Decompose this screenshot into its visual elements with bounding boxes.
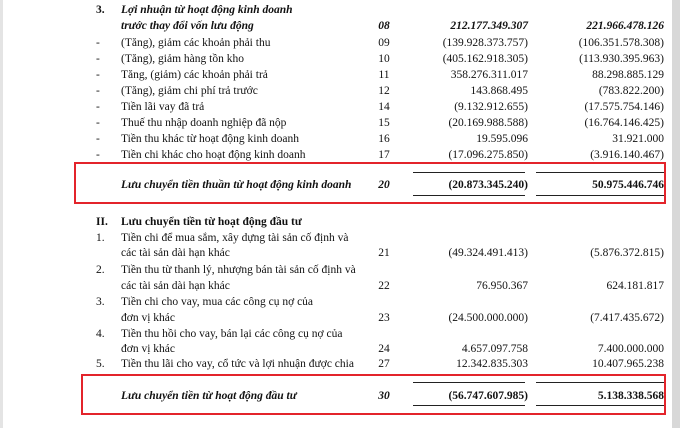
current-year-value: (24.500.000.000)	[448, 312, 528, 324]
code-cell: 08	[378, 20, 390, 32]
highlight-box-investing	[81, 374, 666, 415]
current-year-value: (49.324.491.413)	[448, 247, 528, 259]
prior-year-value: (5.876.372.815)	[590, 247, 664, 259]
code-cell: 20	[378, 179, 390, 191]
section-title-line2: trước thay đổi vốn lưu động	[121, 20, 254, 32]
table-row	[0, 100, 680, 114]
row-label-line1: Tiền chi để mua sắm, xây dựng tài sản cố định và	[121, 232, 349, 244]
table-row	[0, 132, 680, 146]
table-row	[0, 68, 680, 82]
table-row	[0, 263, 680, 277]
table-row	[0, 311, 680, 325]
current-year-value: (20.873.345.240)	[448, 179, 528, 191]
section-title: Lưu chuyển tiền từ hoạt động đầu tư	[121, 216, 302, 228]
code-cell: 23	[378, 312, 390, 324]
row-bullet: -	[96, 101, 100, 113]
row-bullet: -	[96, 37, 100, 49]
table-row	[0, 36, 680, 50]
prior-year-value: (17.575.754.146)	[584, 101, 664, 113]
table-row	[0, 342, 680, 356]
current-year-value: (17.096.275.850)	[448, 149, 528, 161]
row-bullet: -	[96, 149, 100, 161]
prior-year-value: 10.407.965.238	[592, 358, 664, 370]
table-row	[0, 84, 680, 98]
row-label: Tiền lãi vay đã trả	[121, 101, 205, 113]
table-row	[0, 148, 680, 162]
table-row	[0, 295, 680, 309]
table-row	[0, 52, 680, 66]
row-label: Tiền thu khác từ hoạt động kinh doanh	[121, 133, 299, 145]
current-year-value: (9.132.912.655)	[454, 101, 528, 113]
row-label-line2: đơn vị khác	[121, 343, 175, 355]
row-label-line1: Tiền chi cho vay, mua các công cụ nợ của	[121, 296, 314, 308]
code-cell: 21	[378, 247, 390, 259]
current-year-value: (56.747.607.985)	[448, 390, 528, 402]
section-3-subtotal-row	[0, 19, 680, 33]
current-year-value: 143.868.495	[470, 85, 528, 97]
prior-year-value: 7.400.000.000	[597, 343, 664, 355]
row-number: 4.	[96, 328, 105, 340]
table-row	[0, 246, 680, 260]
row-label-line2: đơn vị khác	[121, 312, 175, 324]
section-number: II.	[96, 216, 108, 228]
code-cell: 12	[378, 85, 390, 97]
row-label-line1: Tiền thu hồi cho vay, bán lại các công cụ nợ của	[121, 328, 343, 340]
current-year-value: 212.177.349.307	[450, 20, 528, 32]
row-bullet: -	[96, 69, 100, 81]
table-row	[0, 357, 680, 371]
section-ii-heading-row	[0, 215, 680, 229]
prior-year-value: 221.966.478.126	[586, 20, 664, 32]
row-number: 3.	[96, 296, 105, 308]
prior-year-value: (783.822.200)	[598, 85, 664, 97]
row-number: 5.	[96, 358, 105, 370]
code-cell: 30	[378, 390, 390, 402]
row-number: 1.	[96, 232, 105, 244]
prior-year-value: (3.916.140.467)	[590, 149, 664, 161]
current-year-value: (20.169.988.588)	[448, 117, 528, 129]
prior-year-value: (106.351.578.308)	[578, 37, 664, 49]
code-cell: 09	[378, 37, 390, 49]
highlight-box-operating	[74, 162, 666, 204]
current-year-value: 19.595.096	[476, 133, 528, 145]
code-cell: 15	[378, 117, 390, 129]
section-number: 3.	[96, 4, 105, 16]
prior-year-value: 31.921.000	[612, 133, 664, 145]
row-label: Tiền chi khác cho hoạt động kinh doanh	[121, 149, 306, 161]
current-year-value: 4.657.097.758	[461, 343, 528, 355]
table-row	[0, 327, 680, 341]
prior-year-value: 50.975.446.746	[592, 179, 664, 191]
current-year-value: (139.928.373.757)	[442, 37, 528, 49]
total-label: Lưu chuyển tiền từ hoạt động đầu tư	[121, 390, 297, 402]
prior-year-value: (16.764.146.425)	[584, 117, 664, 129]
row-label: Tăng, (giảm) các khoản phải trả	[121, 69, 268, 81]
code-cell: 22	[378, 280, 390, 292]
row-bullet: -	[96, 85, 100, 97]
row-bullet: -	[96, 53, 100, 65]
table-row	[0, 279, 680, 293]
row-label: (Tăng), giảm các khoản phải thu	[121, 37, 271, 49]
row-label: Thuế thu nhập doanh nghiệp đã nộp	[121, 117, 287, 129]
code-cell: 27	[378, 358, 390, 370]
row-label-line2: các tài sản dài hạn khác	[121, 280, 230, 292]
code-cell: 24	[378, 343, 390, 355]
prior-year-value: 5.138.338.568	[597, 390, 664, 402]
prior-year-value: (7.417.435.672)	[590, 312, 664, 324]
row-number: 2.	[96, 264, 105, 276]
prior-year-value: (113.930.395.963)	[579, 53, 664, 65]
code-cell: 14	[378, 101, 390, 113]
section-3-heading-row	[0, 3, 680, 17]
table-row	[0, 231, 680, 245]
code-cell: 10	[378, 53, 390, 65]
row-label-line2: các tài sản dài hạn khác	[121, 247, 230, 259]
current-year-value: 358.276.311.017	[450, 69, 528, 81]
current-year-value: 76.950.367	[476, 280, 528, 292]
code-cell: 11	[378, 69, 390, 81]
row-label: (Tăng), giảm chi phí trả trước	[121, 85, 258, 97]
code-cell: 16	[378, 133, 390, 145]
row-bullet: -	[96, 133, 100, 145]
row-bullet: -	[96, 117, 100, 129]
row-label-line1: Tiền thu từ thanh lý, nhượng bán tài sản cố định và	[121, 264, 356, 276]
code-cell: 17	[378, 149, 390, 161]
table-row	[0, 116, 680, 130]
row-label: Tiền thu lãi cho vay, cổ tức và lợi nhuận được chia	[121, 358, 354, 370]
current-year-value: 12.342.835.303	[456, 358, 528, 370]
prior-year-value: 88.298.885.129	[592, 69, 664, 81]
section-title-line1: Lợi nhuận từ hoạt động kinh doanh	[121, 4, 293, 16]
total-label: Lưu chuyển tiền thuần từ hoạt động kinh doanh	[121, 179, 352, 191]
current-year-value: (405.162.918.305)	[442, 53, 528, 65]
row-label: (Tăng), giảm hàng tồn kho	[121, 53, 244, 65]
prior-year-value: 624.181.817	[606, 280, 664, 292]
